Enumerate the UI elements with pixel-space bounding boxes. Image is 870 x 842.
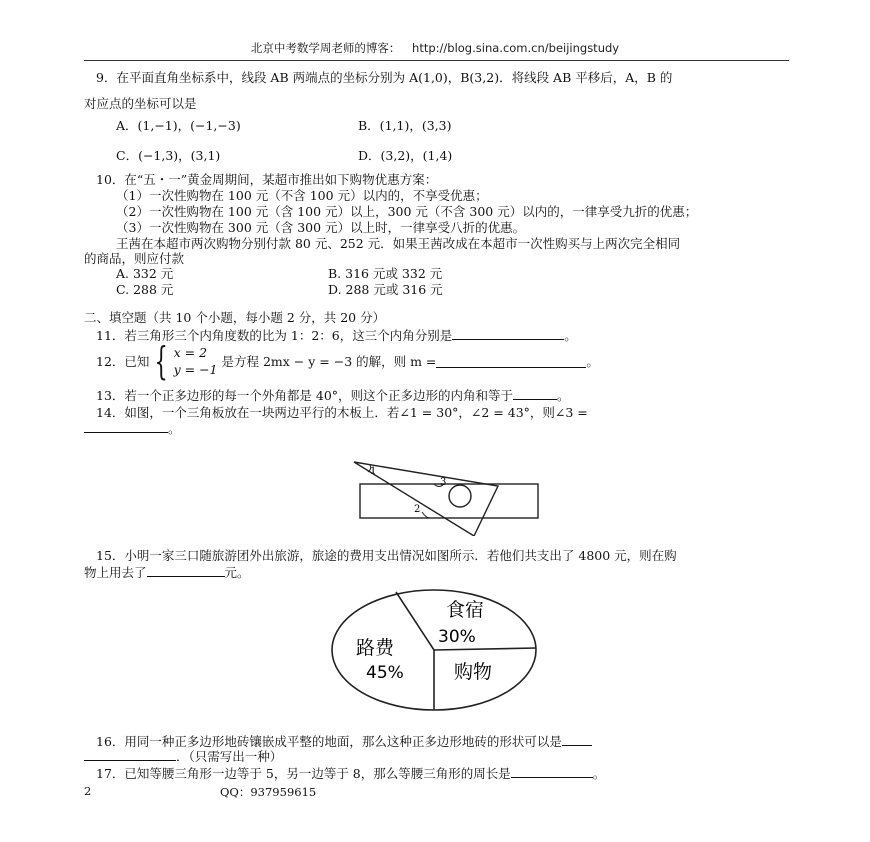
q17-answer-blank[interactable]: [511, 765, 593, 778]
q10-rule-1: （1）一次性购物在 100 元（不含 100 元）以内的，不享受优惠；: [116, 188, 488, 203]
q10-stem: 10．在“五・一”黄金周期间，某超市推出如下购物优惠方案：: [96, 172, 438, 187]
q10-option-b: B. 316 元或 332 元: [328, 266, 443, 281]
q12-prefix: 12．已知: [96, 354, 150, 369]
q12-eq2: y = −1: [173, 362, 218, 377]
page-header: [0, 40, 870, 56]
q9-option-c: C．(−1,3)，(3,1): [116, 148, 221, 163]
q11-end: 。: [564, 328, 577, 343]
pie-slice-label-1: 食宿: [446, 599, 485, 621]
header-url[interactable]: http://blog.sina.com.cn/beijingstudy: [412, 41, 620, 55]
pie-slice-value-2: 45%: [366, 663, 404, 683]
pie-slice-value-1: 30%: [438, 627, 476, 647]
q13: [96, 386, 570, 404]
q12-answer-blank[interactable]: [436, 355, 586, 368]
q9-stem-line2: 对应点的坐标可以是: [84, 96, 197, 111]
header-rule: [84, 60, 789, 61]
q17-end: 。: [592, 766, 606, 781]
page-number: 2: [84, 784, 92, 798]
q10-option-a: A. 332 元: [116, 266, 174, 281]
q10-option-c: C. 288 元: [116, 282, 174, 297]
ruler-hole: [449, 485, 471, 507]
q15-line1: 15．小明一家三口随旅游团外出旅游，旅途的费用支出情况如图所示．若他们共支出了 4800 元，则在购: [96, 548, 677, 563]
q16-text: 16．用同一种正多边形地砖镶嵌成平整的地面，那么这种正多边形地砖的形状可以是: [96, 734, 562, 749]
pie-slice-label-2: 路费: [356, 637, 395, 659]
angle-1-label: 1: [370, 466, 377, 477]
q15-answer-blank[interactable]: [147, 564, 225, 577]
angle-2-label: 2: [414, 504, 421, 515]
q15-line2: [84, 563, 250, 581]
q17: [96, 764, 605, 782]
q11: [96, 326, 577, 344]
q16-line2: [84, 747, 282, 765]
q10-option-d: D. 288 元或 316 元: [328, 282, 443, 297]
q10-stem-line6: 的商品，则应付款: [84, 251, 185, 266]
wooden-board: [360, 484, 538, 518]
q15-suffix: 元。: [224, 565, 250, 580]
q12: [96, 339, 599, 383]
q10-stem-line5: 王茜在本超市两次购物分别付款 80 元、252 元．如果王茜改成在本超市一次性购买与上两次完全相同: [116, 236, 681, 251]
q9-option-d: D．(3,2)，(1,4): [358, 148, 453, 163]
q13-text: 13．若一个正多边形的每一个外角都是 40°，则这个正多边形的内角和等于: [96, 388, 514, 403]
q16-suffix: ．（只需写出一种）: [176, 749, 283, 764]
q17-text: 17．已知等腰三角形一边等于 5，另一边等于 8，那么等腰三角形的周长是: [96, 766, 511, 781]
q12-mid: 是方程 2mx − y = −3 的解，则 m =: [221, 354, 437, 369]
pie-slice-label-3: 购物: [454, 661, 493, 683]
q16-answer-blank[interactable]: [84, 748, 176, 761]
footer-qq: QQ：937959615: [220, 785, 317, 799]
q16-answer-blank-part1[interactable]: [562, 733, 592, 746]
q13-answer-blank[interactable]: [513, 387, 557, 400]
q11-text: 11．若三角形三个内角度数的比为 1：2：6，这三个内角分别是: [96, 328, 453, 343]
header-title: 北京中考数学周老师的博客：: [250, 41, 401, 55]
q9-option-a: A．(1,−1)，(−1,−3): [116, 118, 241, 133]
expense-pie-chart: [326, 586, 542, 716]
q13-end: 。: [557, 388, 570, 403]
left-brace: {: [154, 339, 169, 383]
pie-divider-1: [396, 592, 434, 650]
q9-option-b: B．(1,1)，(3,3): [358, 118, 452, 133]
q15-prefix: 物上用去了: [84, 565, 147, 580]
figure-14-diagram: [340, 456, 550, 536]
q12-system: [174, 344, 218, 378]
pie-divider-3: [434, 648, 536, 650]
q14-text: 14．如图，一个三角板放在一块两边平行的木板上．若∠1 = 30°，∠2 = 43°，则∠3 =: [96, 405, 588, 420]
q14-end: 。: [168, 421, 181, 436]
q10-rule-2: （2）一次性购物在 100 元（含 100 元）以上，300 元（不含 300 元）以内的，一律享受九折的优惠；: [116, 204, 698, 219]
q14-answer: [84, 419, 181, 437]
angle-2-arc: [422, 512, 430, 518]
q14-answer-blank[interactable]: [84, 420, 168, 433]
angle-3-label: 3: [440, 477, 447, 488]
q12-end: 。: [586, 354, 599, 369]
q12-eq1: x = 2: [173, 345, 208, 360]
q9-stem-line1: 9．在平面直角坐标系中，线段 AB 两端点的坐标分别为 A(1,0)，B(3,2)．将线段 AB 平移后，A，B 的: [96, 70, 673, 85]
section-2-title: 二、填空题（共 10 个小题，每小题 2 分，共 20 分）: [84, 310, 386, 325]
q11-answer-blank[interactable]: [452, 327, 564, 340]
q10-rule-3: （3）一次性购物在 300 元（含 300 元）以上时，一律享受八折的优惠。: [116, 220, 526, 235]
